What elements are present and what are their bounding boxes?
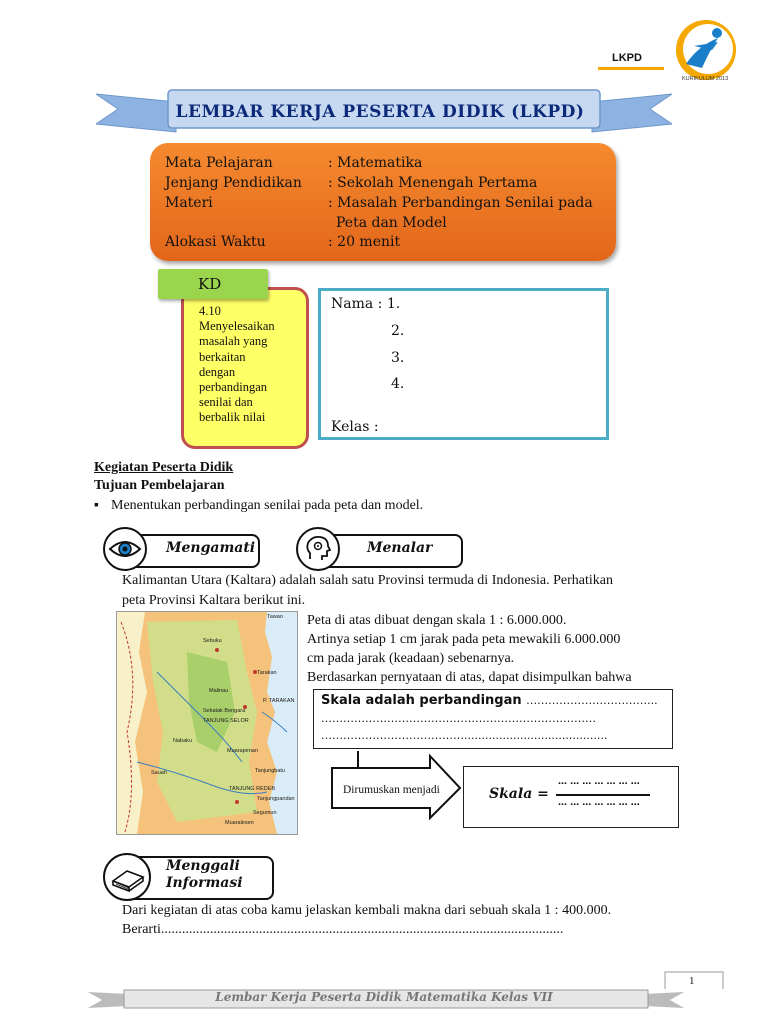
eye-icon — [105, 529, 145, 569]
banner-title: LEMBAR KERJA PESERTA DIDIK (LKPD) — [175, 102, 585, 122]
kd-line: berbalik nilai — [199, 410, 266, 425]
formula-denominator: … … … … … … … — [558, 798, 640, 808]
closing-line2: Berarti................................................................................................................... — [122, 922, 564, 937]
tujuan-heading: Tujuan Pembelajaran — [94, 478, 225, 493]
kd-line: dengan — [199, 364, 236, 379]
info-value-materi-cont: Peta dan Model — [336, 215, 447, 231]
menggali-label-2: Informasi — [166, 875, 243, 891]
formula-box — [463, 766, 679, 828]
tujuan-item: Menentukan perbandingan senilai pada peta dan model. — [111, 498, 424, 513]
menggali-label — [166, 858, 243, 892]
map-label: Tanjungbatu — [255, 768, 285, 774]
skala-lead: Skala adalah perbandingan — [321, 693, 522, 708]
kd-line: berkaitan — [199, 349, 246, 364]
map-statement-1: Peta di atas dibuat dengan skala 1 : 6.000.000. — [307, 613, 567, 628]
kd-line: masalah yang — [199, 334, 268, 349]
map-statement-3: cm pada jarak (keadaan) sebenarnya. — [307, 651, 515, 666]
kaltara-map — [116, 611, 298, 835]
tujuan-bullet: ▪ — [94, 498, 99, 513]
info-value-mapel: : Matematika — [328, 155, 423, 171]
formula-fraction-bar — [556, 794, 650, 796]
map-label: Nabaku — [173, 738, 192, 744]
p1-line1: Kalimantan Utara (Kaltara) adalah salah satu Provinsi termuda di Indonesia. Perhatikan — [122, 573, 613, 588]
menggali-label-1: Menggali — [166, 858, 240, 874]
skala-dots-3: …………………………………......................................... — [321, 729, 608, 742]
nama-2: 2. — [391, 323, 405, 339]
kegiatan-heading: Kegiatan Peserta Didik — [94, 460, 234, 475]
map-label: TANJUNG REDEB — [229, 786, 276, 792]
identity-panel — [318, 288, 609, 440]
header-underline — [598, 67, 664, 70]
map-label: Segumun — [253, 810, 277, 816]
map-label: Muaralesen — [225, 820, 254, 826]
kurikulum-logo — [668, 16, 738, 86]
page-number: 1 — [689, 975, 695, 987]
map-statement-2: Artinya setiap 1 cm jarak pada peta mewakili 6.000.000 — [307, 632, 621, 647]
info-label-mapel: Mata Pelajaran — [165, 155, 273, 171]
map-statement-4: Berdasarkan pernyataan di atas, dapat disimpulkan bahwa — [307, 670, 632, 685]
map-label: Tawao — [267, 614, 283, 620]
kd-line: Menyelesaikan — [199, 319, 275, 334]
kd-label: KD — [158, 269, 268, 299]
map-label: TANJUNG SELOR — [203, 718, 249, 724]
mengamati-label: Mengamati — [166, 540, 256, 556]
map-label: Sauah — [151, 770, 167, 776]
info-value-alokasi: : 20 menit — [328, 234, 401, 250]
skala-definition-box — [313, 689, 673, 749]
formula-lhs: Skala = — [489, 786, 549, 802]
nama-4: 4. — [391, 376, 405, 392]
map-label: P. TARAKAN — [263, 698, 295, 704]
logo-caption: KURIKULUM 2013 — [682, 76, 729, 82]
menalar-circle — [296, 527, 340, 571]
menalar-label: Menalar — [367, 540, 433, 556]
formula-numerator: … … … … … … … — [558, 777, 640, 787]
head-gears-icon — [298, 529, 338, 569]
map-label: Tanjungpandan — [257, 796, 295, 802]
footer-text: Lembar Kerja Peserta Didik Matematika Kelas VII — [215, 990, 553, 1004]
kd-line: perbandingan — [199, 380, 268, 395]
info-label-jenjang: Jenjang Pendidikan — [165, 175, 302, 191]
p1-line2: peta Provinsi Kaltara berikut ini. — [122, 593, 306, 608]
nama-label: Nama : 1. — [331, 296, 401, 312]
kd-line: 4.10 — [199, 304, 221, 318]
kd-line: senilai dan — [199, 395, 253, 410]
arrow-label: Dirumuskan menjadi — [343, 784, 440, 796]
info-label-materi: Materi — [165, 195, 213, 211]
menggali-circle — [103, 853, 151, 901]
closing-line1: Dari kegiatan di atas coba kamu jelaskan kembali makna dari sebuah skala 1 : 400.000. — [122, 903, 612, 918]
skala-dots-1: ……………………………... — [526, 694, 658, 707]
map-label: Muarapenan — [227, 748, 258, 754]
kelas-label: Kelas : — [331, 419, 379, 435]
info-label-alokasi: Alokasi Waktu — [165, 234, 266, 250]
info-panel — [150, 143, 616, 261]
skala-dots-2: ………………………………………………………………… — [321, 712, 596, 725]
book-icon — [105, 855, 149, 899]
map-label: Sebuku — [203, 638, 222, 644]
lkpd-tag: LKPD — [612, 52, 642, 64]
map-label: Malinau — [209, 688, 229, 694]
mengamati-circle — [103, 527, 147, 571]
info-value-jenjang: : Sekolah Menengah Pertama — [328, 175, 538, 191]
map-label: Sekatak Bengara — [203, 708, 246, 714]
nama-3: 3. — [391, 350, 405, 366]
kd-text — [199, 304, 299, 426]
info-value-materi: : Masalah Perbandingan Senilai pada — [328, 195, 593, 211]
map-label: Tarakan — [257, 670, 277, 676]
